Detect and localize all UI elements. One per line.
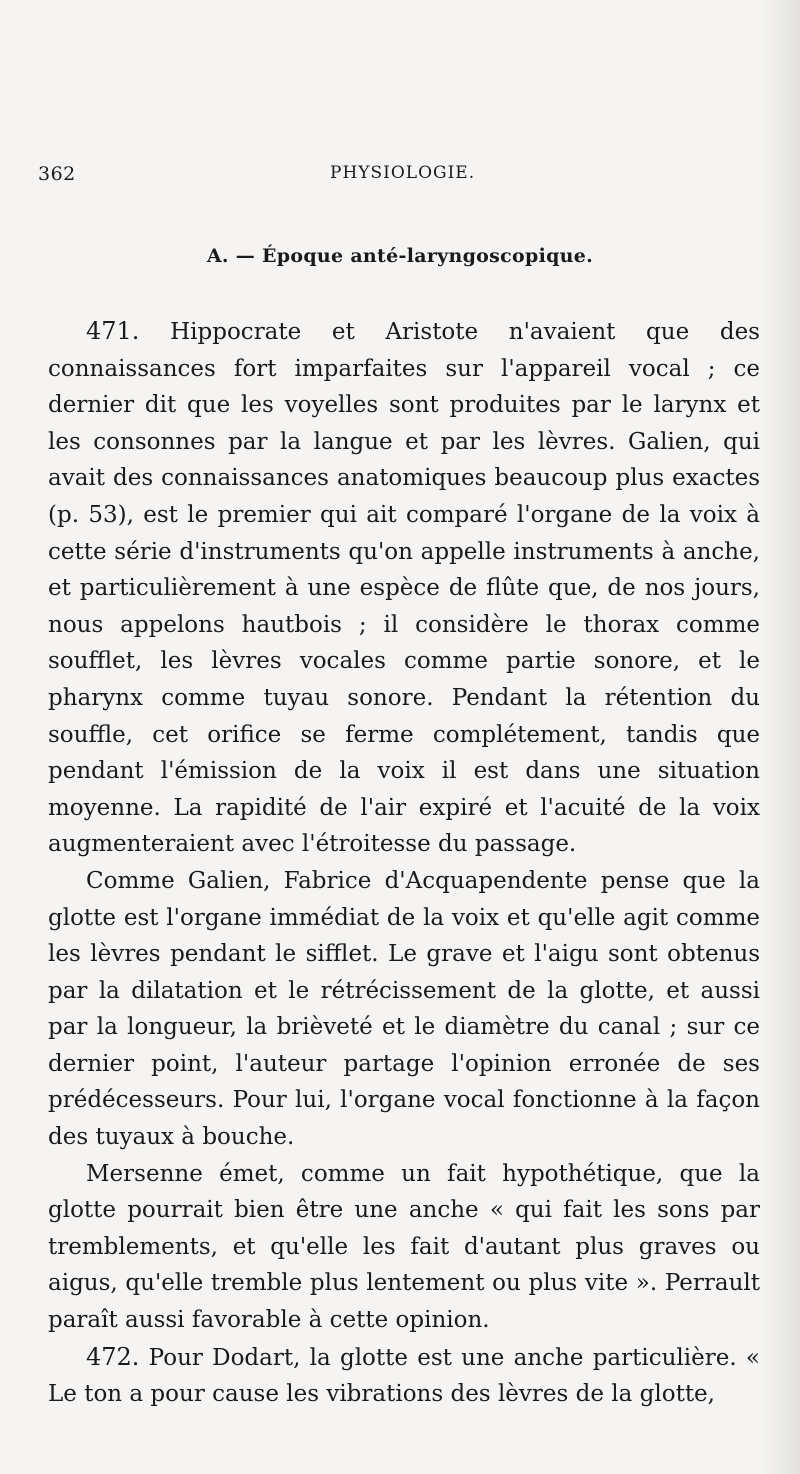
paragraph-text: Hippocrate et Aristote n'avaient que des connaissances fort imparfaites sur l'appareil vocal ; ce dernier dit que les voyelles sont produites par le larynx et les consonnes par la langue et par les lèvres. Galien, qui avait des connaissances anatomiques beaucoup plus exactes (p. 53), est le premier qui ait comparé l'organe de la voix à cette série d'instruments qu'on appelle instruments à anche, et particulièrement à une espèce de flûte que, de nos jours, nous appelons hautbois ; il considère le thorax comme soufflet, les lèvres vocales comme partie sonore, et le pharynx comme tuyau sonore. Pendant la rétention du souffle, cet orifice se ferme complétement, tandis que pendant l'émission de la voix il est dans une situation moyenne. La rapidité de l'air expiré et l'acuité de la voix augmenteraient avec l'étroitesse du passage. [48, 319, 760, 858]
paragraph-text: Comme Galien, Fabrice d'Acquapendente pense que la glotte est l'organe immédiat de la voix et qu'elle agit comme les lèvres pendant le sifflet. Le grave et l'aigu sont obtenus par la dilatation et le rétrécissement de la glotte, et aussi par la longueur, la brièveté et le diamètre du canal ; sur ce dernier point, l'auteur partage l'opinion erronée de ses prédécesseurs. Pour lui, l'organe vocal fonctionne à la façon des tuyaux à bouche. [48, 867, 760, 1151]
paragraph-number: 471. [86, 317, 140, 345]
body-text [48, 313, 760, 1413]
page-header [38, 163, 758, 187]
page-number: 362 [38, 163, 76, 185]
paragraph-text: Pour Dodart, la glotte est une anche particulière. « Le ton a pour cause les vibrations des lèvres de la glotte, [48, 1344, 760, 1408]
paragraph-471 [48, 313, 760, 863]
page-edge-shadow [760, 0, 800, 1474]
running-head: PHYSIOLOGIE. [330, 163, 476, 183]
section-title: A. — Époque anté-laryngoscopique. [206, 245, 594, 267]
paragraph-text: Mersenne émet, comme un fait hypothétique, que la glotte pourrait bien être une anche « qui fait les sons par tremblements, et qu'elle les fait d'autant plus graves ou aigus, qu'elle tremble plus lentement ou plus vite ». Perrault paraît aussi favorable à cette opinion. [48, 1160, 760, 1334]
paragraph-472 [48, 1339, 760, 1413]
paragraph-mersenne [48, 1156, 760, 1339]
paragraph-fabrice [48, 863, 760, 1156]
paragraph-number: 472. [86, 1342, 140, 1371]
